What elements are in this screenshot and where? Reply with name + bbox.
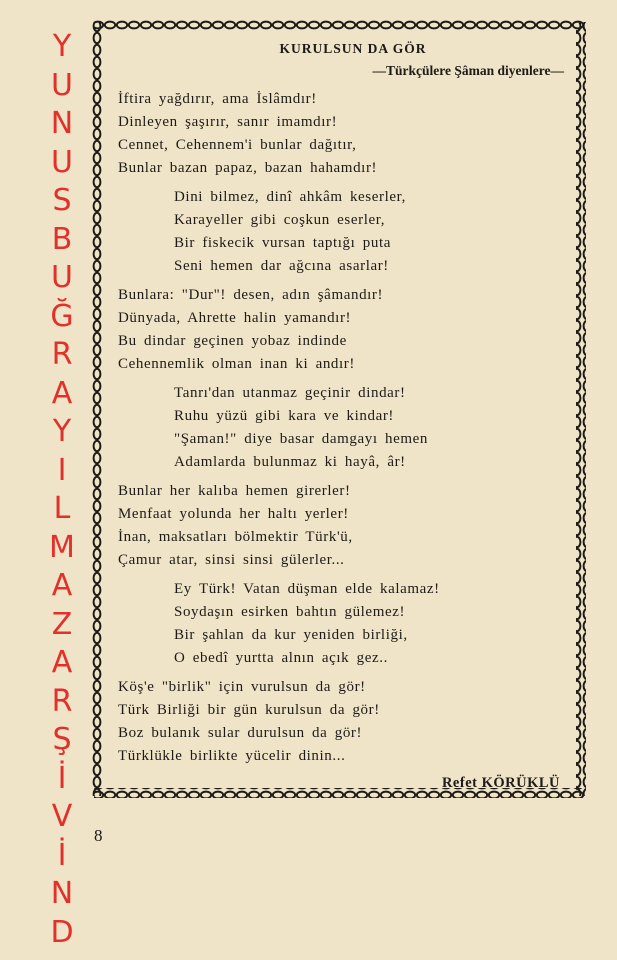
watermark-letter: M xyxy=(49,529,75,565)
poem-line: Cehennemlik olman inan ki andır! xyxy=(118,356,355,372)
poem-line: Bunlar bazan papaz, bazan hahamdır! xyxy=(118,160,378,176)
watermark-letter: V xyxy=(51,799,73,834)
watermark-vertical xyxy=(40,28,84,952)
poem-line: Seni hemen dar ağcına asarlar! xyxy=(174,258,389,274)
watermark-letter: A xyxy=(51,568,73,603)
poem-stanza xyxy=(118,578,568,670)
poem-content xyxy=(118,38,568,794)
watermark-letter: L xyxy=(53,491,71,526)
watermark-letter: U xyxy=(51,144,73,180)
watermark-letter: Z xyxy=(51,606,73,642)
watermark-letter: S xyxy=(52,183,72,218)
watermark-letter: A xyxy=(51,375,73,411)
poem-stanza xyxy=(118,480,568,572)
watermark-letter: R xyxy=(51,683,73,719)
poem-line: Bir şahlan da kur yeniden birliği, xyxy=(174,627,408,643)
poem-line: Bunlara: "Dur"! desen, adın şâmandır! xyxy=(118,287,384,303)
watermark-letter: U xyxy=(51,67,73,103)
watermark-letter: A xyxy=(51,645,73,680)
poem-line: Boz bulanık sular durulsun da gör! xyxy=(118,725,363,741)
poem-line: Dinleyen şaşırır, sanır imamdır! xyxy=(118,114,338,130)
watermark-letter: B xyxy=(51,221,73,257)
poem-stanza xyxy=(118,186,568,278)
watermark-letter: D xyxy=(50,914,74,950)
poem-line: Karayeller gibi coşkun eserler, xyxy=(174,212,386,228)
poem-stanzas xyxy=(118,88,568,768)
poem-line: Soydaşın esirken bahtın gülemez! xyxy=(174,604,406,620)
watermark-letter: Y xyxy=(52,414,72,449)
poem-stanza xyxy=(118,676,568,768)
poem-line: Dünyada, Ahrette halin yamandır! xyxy=(118,310,352,326)
poem-line: İftira yağdırır, ama İslâmdır! xyxy=(118,91,317,107)
poem-line: Ey Türk! Vatan düşman elde kalamaz! xyxy=(174,581,440,597)
watermark-letter: U xyxy=(51,260,73,295)
poem-line: O ebedî yurtta alnın açık gez.. xyxy=(174,650,388,666)
poem-line: Cennet, Cehennem'i bunlar dağıtır, xyxy=(118,137,357,153)
poem-line: Köş'e "birlik" için vurulsun da gör! xyxy=(118,679,366,695)
poem-line: Ruhu yüzü gibi kara ve kindar! xyxy=(174,408,395,424)
poem-line: Çamur atar, sinsi sinsi gülerler... xyxy=(118,552,345,568)
watermark-letter: Ş xyxy=(52,722,72,757)
poem-line: Adamlarda bulunmaz ki hayâ, âr! xyxy=(174,454,406,470)
poem-line: Türklükle birlikte yücelir dinin... xyxy=(118,748,346,764)
poem-line: Menfaat yolunda her haltı yerler! xyxy=(118,506,349,522)
watermark-letter: N xyxy=(50,876,74,911)
watermark-letter: R xyxy=(51,337,73,372)
poem-line: İnan, maksatları bölmektir Türk'ü, xyxy=(118,529,353,545)
watermark-letter: İ xyxy=(57,837,67,873)
poem-dedication: —Türkçülere Şâman diyenlere— xyxy=(372,63,564,78)
watermark-letter: Ğ xyxy=(50,298,74,334)
watermark-letter: N xyxy=(50,106,74,141)
poem-stanza xyxy=(118,88,568,180)
poem-stanza xyxy=(118,382,568,474)
watermark-letter: I xyxy=(57,452,67,488)
poem-line: "Şaman!" diye basar damgayı hemen xyxy=(174,431,428,447)
watermark-letter: Y xyxy=(52,29,72,64)
author-signature: Refet KÖRÜKLÜ xyxy=(441,775,560,791)
poem-line: Bunlar her kalıba hemen girerler! xyxy=(118,483,351,499)
poem-title: KURULSUN DA GÖR xyxy=(279,41,427,56)
page-number: 8 xyxy=(94,826,103,845)
watermark-letter: İ xyxy=(57,760,67,796)
poem-line: Bu dindar geçinen yobaz indinde xyxy=(118,333,347,349)
poem-line: Bir fiskecik vursan taptığı puta xyxy=(174,235,391,251)
poem-line: Türk Birliği bir gün kurulsun da gör! xyxy=(118,702,380,718)
poem-line: Dini bilmez, dinî ahkâm keserler, xyxy=(174,189,406,205)
poem-stanza xyxy=(118,284,568,376)
poem-line: Tanrı'dan utanmaz geçinir dindar! xyxy=(174,385,406,401)
